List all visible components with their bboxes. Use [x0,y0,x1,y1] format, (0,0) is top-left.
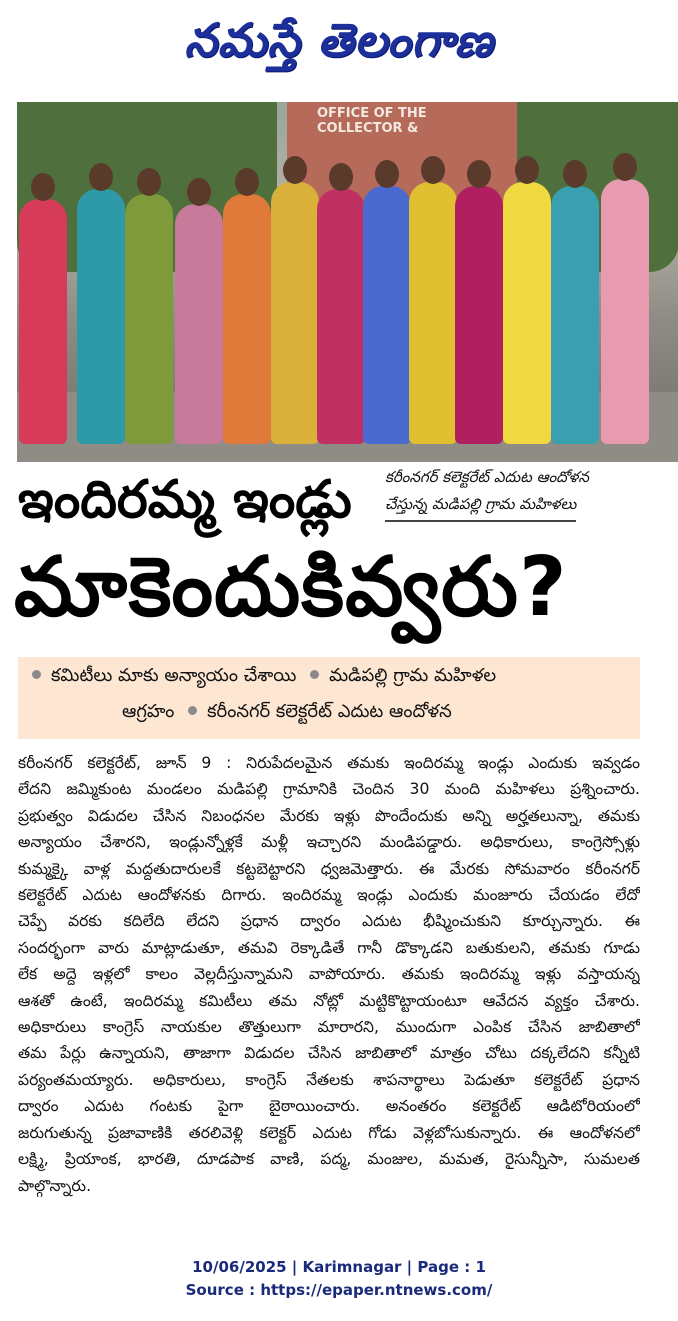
article-line: జరుగుతున్న ప్రజావాణికి తరలివెళ్లి కలెక్టర్ ఎదుట గోడు వెళ్లబోసుకున్నారు. ఈ ఆందోళనలో [18,1123,640,1142]
highlight-item: కమిటీలు మాకు అన్యాయం చేశాయి [51,665,297,686]
footer-source-link[interactable]: Source : https://epaper.ntnews.com/ [185,1281,493,1299]
article-line: కలెక్టరేట్ ఎదుట ఆందోళనకు దిగారు. ఇందిరమ్మ ఇండ్లు ఎందుకు మంజూరు చేయడం లేదో [18,886,640,905]
photo-person [19,199,67,444]
article-body [18,750,640,1199]
article-line: కరీంనగర్ కలెక్టరేట్, జూన్ 9 : నిరుపేదలమైన తమకు ఇందిరమ్మ ఇండ్లు ఎందుకు ఇవ్వడం [18,754,640,772]
highlight-item: మడిపల్లి గ్రామ మహిళల [329,665,497,686]
caption-line-1: కరీంనగర్ కలెక్టరేట్ ఎదుట ఆందోళన [385,468,589,486]
photo-sign-text: OFFICE OF THE COLLECTOR & [317,106,427,136]
highlights-box [18,657,640,739]
page-footer [0,1256,678,1302]
article-line: చెప్పే వరకు కదిలేది లేదని ప్రధాన ద్వారం ఎదుట భీష్మించుకుని కూర్చున్నారు. ఈ [18,912,640,931]
photo-person [77,189,125,444]
article-line: పర్యంతమయ్యారు. అధికారులు, కాంగ్రెస్ నేతలకు శాపనార్థాలు పెడుతూ కలెక్టరేట్ ప్రధాన [18,1070,640,1089]
article-line: అన్యాయం చేశారని, ఇండ్లున్నోళ్లకే మళ్లీ ఇచ్చారని మండిపడ్డారు. అధికారులు, కాంగ్రెస్సోళ్లు [18,833,640,852]
highlight-item: కరీంనగర్ కలెక్టరేట్ ఎదుట ఆందోళన [207,701,452,722]
article-line: ప్రభుత్వం విడుదల చేసిన నిబంధనల మేరకు ఇళ్లు పొందేందుకు అన్ని అర్హతలున్నా, తమకు [18,806,640,825]
article-line: లేక అద్దె ఇళ్లలో కాలం వెల్లదీస్తున్నామని వాపోయారు. తమకు ఇందిరమ్మ ఇళ్లు వస్తాయన్న [18,965,640,984]
highlights-row-2 [122,701,452,726]
article-line: కుమ్మక్కై వాళ్ల మద్దతుదారులకే కట్టబెట్టారని ధ్వజమెత్తారు. ఈ మేరకు సోమవారం కరీంనగర్ [18,859,640,878]
photo-person [317,189,365,444]
photo-person [601,179,649,444]
article-line: పాల్గొన్నారు. [18,1176,92,1195]
bullet-icon [310,670,319,679]
photo-person [271,182,319,444]
photo-person [551,186,599,444]
news-photo [17,102,678,462]
photo-person [409,182,457,444]
article-line: లక్ష్మి, ప్రియాంక, భారతి, దూడపాక వాణి, పద్మ, మంజుల, మమత, రైసున్నీసా, సుమలత [18,1150,640,1169]
photo-person [175,204,223,444]
photo-person [363,186,411,444]
highlights-row-1 [24,665,496,690]
highlight-item: ఆగ్రహం [122,701,175,722]
photo-person [503,182,551,444]
newspaper-logo: నమస్తే తెలంగాణ [184,13,494,67]
photo-person [455,186,503,444]
masthead [0,0,678,92]
article-line: తమ పేర్లు ఉన్నాయని, తాజాగా విడుదల చేసిన జాబితాలో మాత్రం చోటు దక్కలేదని కన్నీటి [18,1044,640,1063]
article-line: ద్వారం ఎదుట గంటకు పైగా బైఠాయించారు. అనంతరం కలెక్టరేట్ ఆడిటోరియంలో [18,1097,640,1116]
photo-caption [385,464,645,522]
headline-line-1: ఇందిరమ్మ ఇండ్లు [18,470,352,530]
article-line: లేదని జమ్మికుంట మండలం మడిపల్లి గ్రామానికి చెందిన 30 మంది మహిళలు ప్రశ్నించారు. [18,780,640,799]
caption-line-2: చేస్తున్న మడిపల్లి గ్రామ మహిళలు [385,491,576,522]
article-line: ఆశతో ఉంటే, ఇందిరమ్మ కమిటీలు తమ నోట్లో మట్టికొట్టాయంటూ ఆవేదన వ్యక్తం చేశారు. [18,991,640,1010]
article-line: అధికారులు కాంగ్రెస్ నాయకుల తొత్తులుగా మారారని, ముందుగా ఎంపిక చేసిన జాబితాలో [18,1018,640,1037]
photo-person [223,194,271,444]
photo-person [125,194,173,444]
footer-date-edition: 10/06/2025 | Karimnagar | Page : 1 [192,1258,486,1276]
headline-line-2: మాకెందుకివ్వరు? [14,540,568,635]
bullet-icon [32,670,41,679]
article-line: సందర్భంగా వారు మాట్లాడుతూ, తమవి రెక్కాడితే గానీ డొక్కాడని బతుకులని, తమకు గూడు [18,938,640,957]
bullet-icon [188,706,197,715]
